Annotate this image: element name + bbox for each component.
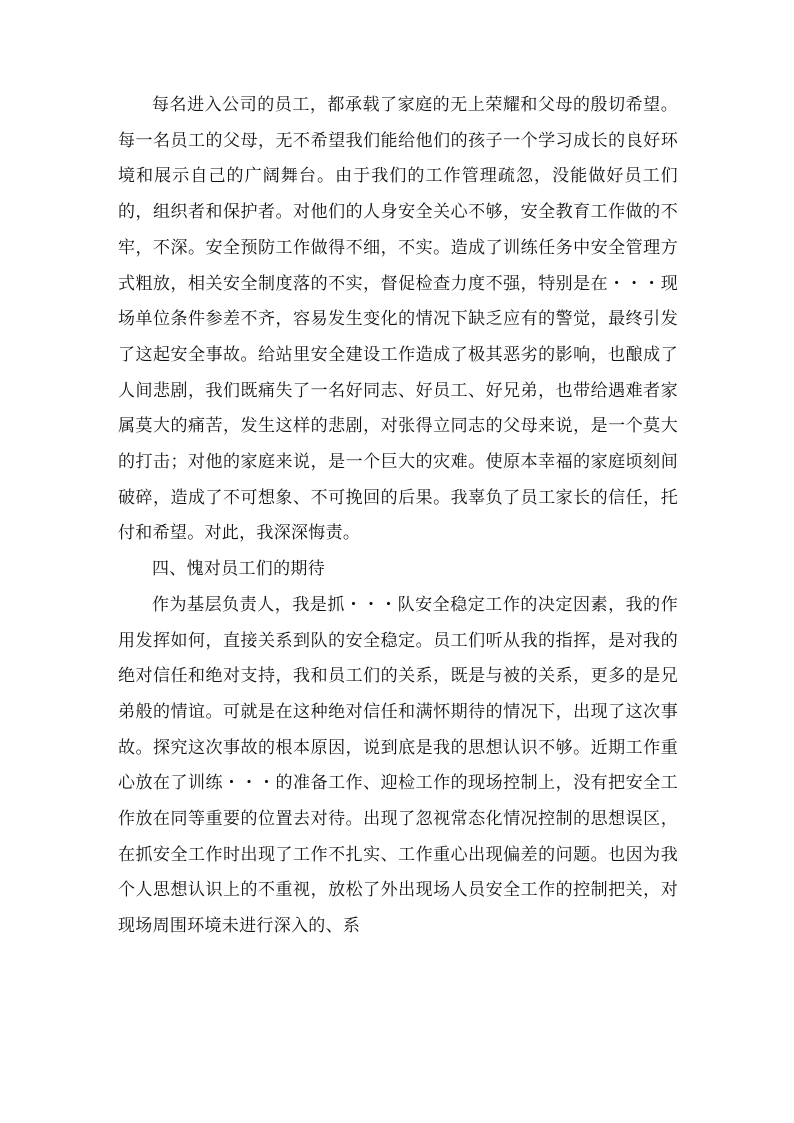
section-heading: 四、愧对员工们的期待 [152, 559, 325, 580]
body-paragraph: 每名进入公司的员工，都承载了家庭的无上荣耀和父母的殷切希望。每一名员工的父母，无不希望我们能给他们的孩子一个学习成长的良好环境和展示自己的广阔舞台。由于我们的工作管理疏忽，没能做好员工们的，组织者和保护者。对他们的人身安全关心不够，安全教育工作做的不牢，不深。安全预防工作做得不细，不实。造成了训练任务中安全管理方式粗放，相关安全制度落的不实，督促检查力度不强，特别是在・・・现场单位条件参差不齐，容易发生变化的情况下缺乏应有的警觉，最终引发了这起安全事故。给站里安全建设工作造成了极其恶劣的影响，也酿成了人间悲剧，我们既痛失了一名好同志、好员工、好兄弟，也带给遇难者家属莫大的痛苦，发生这样的悲剧，对张得立同志的父母来说，是一个莫大的打击；对他的家庭来说，是一个巨大的灾难。使原本幸福的家庭顷刻间破碎，造成了不可想象、不可挽回的后果。我辜负了员工家长的信任，托付和希望。对此，我深深悔责。 [118, 95, 678, 544]
body-paragraph: 作为基层负责人，我是抓・・・队安全稳定工作的决定因素，我的作用发挥如何，直接关系到队的安全稳定。员工们听从我的指挥，是对我的绝对信任和绝对支持，我和员工们的关系，既是与被的关系，更多的是兄弟般的情谊。可就是在这种绝对信任和满怀期待的情况下，出现了这次事故。探究这次事故的根本原因，说到底是我的思想认识不够。近期工作重心放在了训练・・・的准备工作、迎检工作的现场控制上，没有把安全工作放在同等重要的位置去对待。出现了忽视常态化情况控制的思想误区，在抓安全工作时出现了工作不扎实、工作重心出现偏差的问题。也因为我个人思想认识上的不重视，放松了外出现场人员安全工作的控制把关，对现场周围环境未进行深入的、系 [118, 594, 678, 937]
document-body [118, 88, 678, 945]
